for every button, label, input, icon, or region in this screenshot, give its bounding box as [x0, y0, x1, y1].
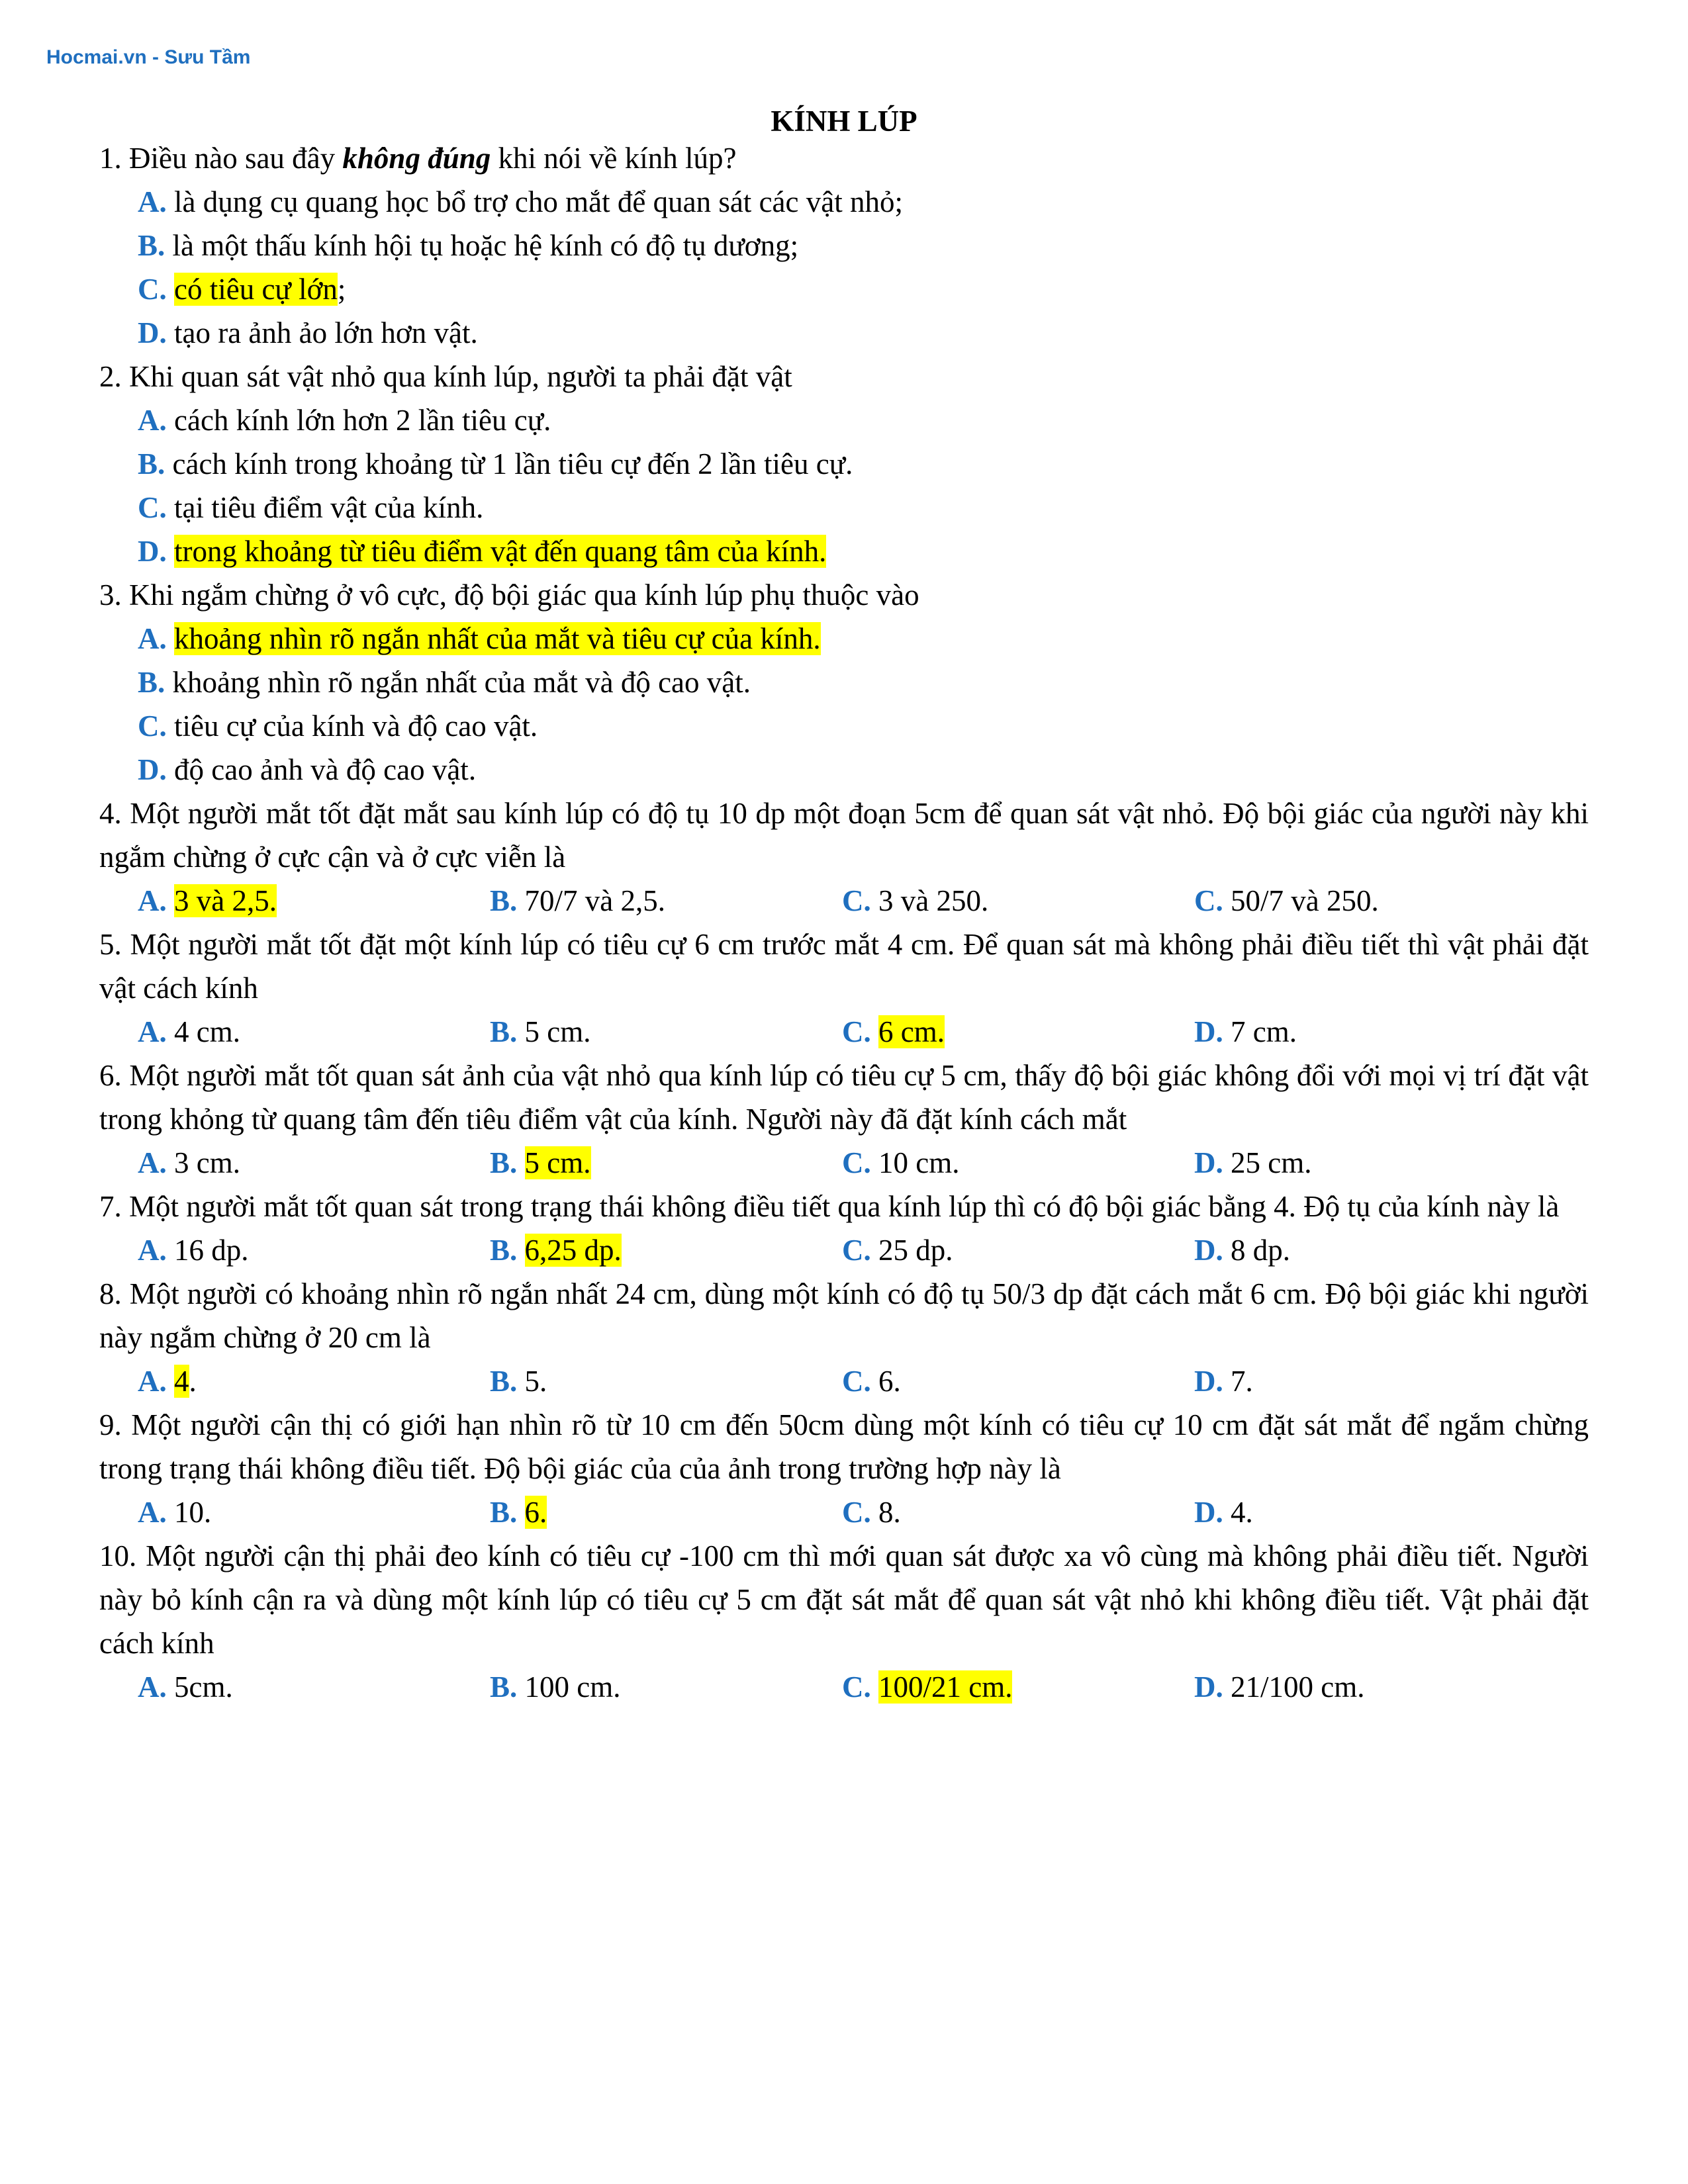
option-letter: B.: [138, 229, 165, 262]
question-5-option-c[interactable]: [842, 1010, 1194, 1054]
question-8: 8. Một người có khoảng nhìn rõ ngắn nhất 24 cm, dùng một kính có độ tụ 50/3 dp đặt cách mắt 6 cm. Độ bội giác khi người này ngắm chừng ở 20 cm là: [99, 1277, 1589, 1354]
option-letter: C.: [842, 1365, 871, 1398]
option-letter: B.: [490, 1496, 518, 1529]
question-9-option-c[interactable]: [842, 1490, 1194, 1534]
question-8-option-d[interactable]: [1194, 1359, 1546, 1403]
question-10-option-b[interactable]: [490, 1665, 842, 1709]
option-text: tạo ra ảnh ảo lớn hơn vật.: [174, 316, 478, 349]
question-6-options: [99, 1141, 1589, 1185]
option-text: 3 cm.: [174, 1146, 240, 1179]
option-text: cách kính trong khoảng từ 1 lần tiêu cự đến 2 lần tiêu cự.: [172, 447, 853, 480]
option-letter: A.: [138, 884, 167, 917]
option-letter: D.: [138, 753, 167, 786]
option-letter: D.: [1194, 1015, 1223, 1048]
option-letter: A.: [138, 185, 167, 218]
question-1-option-c[interactable]: [99, 267, 1589, 311]
option-letter: B.: [490, 1234, 518, 1267]
highlighted-answer: 6,25 dp.: [524, 1234, 622, 1267]
option-text: là dụng cụ quang học bổ trợ cho mắt để quan sát các vật nhỏ;: [174, 185, 903, 218]
option-letter: A.: [138, 1015, 167, 1048]
question-2-option-a[interactable]: [99, 398, 1589, 442]
option-text: 10 cm.: [878, 1146, 960, 1179]
option-text: cách kính lớn hơn 2 lần tiêu cự.: [174, 404, 551, 437]
question-3-option-d[interactable]: [99, 748, 1589, 792]
option-text: 10.: [174, 1496, 212, 1529]
option-text: 7 cm.: [1231, 1015, 1297, 1048]
question-9: 9. Một người cận thị có giới hạn nhìn rõ từ 10 cm đến 50cm dùng một kính có tiêu cự 10 cm đặt sát mắt để ngắm chừng trong trạng thái không điều tiết. Độ bội giác của của ảnh trong trường hợp này là: [99, 1408, 1589, 1485]
option-text: 16 dp.: [174, 1234, 249, 1267]
question-5-options: [99, 1010, 1589, 1054]
option-text: là một thấu kính hội tụ hoặc hệ kính có độ tụ dương;: [172, 229, 799, 262]
question-1: [99, 136, 1589, 180]
question-1-option-d[interactable]: [99, 311, 1589, 355]
question-2-option-c[interactable]: [99, 486, 1589, 529]
option-text: 3 và 250.: [878, 884, 989, 917]
option-letter: A.: [138, 404, 167, 437]
option-letter: B.: [490, 1146, 518, 1179]
question-3-option-c[interactable]: [99, 704, 1589, 748]
option-text: khoảng nhìn rõ ngắn nhất của mắt và độ cao vật.: [172, 666, 751, 699]
question-6: 6. Một người mắt tốt quan sát ảnh của vật nhỏ qua kính lúp có tiêu cự 5 cm, thấy độ bội giác không đổi với mọi vị trí đặt vật trong khỏng từ quang tâm đến tiêu điểm vật của kính. Người này đã đặt kính cách mắt: [99, 1059, 1589, 1136]
question-4-options: [99, 879, 1589, 923]
option-letter: B.: [490, 884, 518, 917]
highlighted-answer: 4: [174, 1365, 189, 1398]
highlighted-answer: khoảng nhìn rõ ngắn nhất của mắt và tiêu cự của kính.: [174, 622, 821, 655]
question-10-option-a[interactable]: [138, 1665, 490, 1709]
option-text: tại tiêu điểm vật của kính.: [174, 491, 484, 524]
question-1-text-start: 1. Điều nào sau đây: [99, 142, 343, 175]
option-letter: C.: [138, 491, 167, 524]
option-text: 25 cm.: [1231, 1146, 1312, 1179]
question-10-option-d[interactable]: [1194, 1665, 1546, 1709]
option-text: 5cm.: [174, 1670, 233, 1704]
option-letter: C.: [842, 1146, 871, 1179]
option-letter: C.: [1194, 884, 1223, 917]
option-text: 8.: [878, 1496, 901, 1529]
question-4-option-d[interactable]: [1194, 879, 1546, 923]
option-letter: C.: [842, 1496, 871, 1529]
question-10-options: [99, 1665, 1589, 1709]
option-letter: D.: [1194, 1670, 1223, 1704]
question-10: 10. Một người cận thị phải đeo kính có tiêu cự -100 cm thì mới quan sát được xa vô cùng mà không phải điều tiết. Người này bỏ kính cận ra và dùng một kính lúp có tiêu cự 5 cm đặt sát mắt để quan sát vật nhỏ khi không điều tiết. Vật phải đặt cách kính: [99, 1539, 1589, 1660]
question-5: 5. Một người mắt tốt đặt một kính lúp có tiêu cự 6 cm trước mắt 4 cm. Để quan sát mà không phải điều tiết thì vật phải đặt vật cách kính: [99, 928, 1589, 1005]
option-letter: A.: [138, 1365, 167, 1398]
option-letter: B.: [138, 447, 165, 480]
option-text: 4.: [1231, 1496, 1253, 1529]
question-3-option-a[interactable]: [99, 617, 1589, 660]
question-1-option-a[interactable]: [99, 180, 1589, 224]
question-8-options: [99, 1359, 1589, 1403]
question-4-option-c[interactable]: [842, 879, 1194, 923]
question-7-option-d[interactable]: [1194, 1228, 1546, 1272]
option-letter: C.: [842, 1670, 871, 1704]
option-text: 25 dp.: [878, 1234, 953, 1267]
highlighted-answer: 6 cm.: [878, 1015, 945, 1048]
option-letter: C.: [842, 1015, 871, 1048]
highlighted-answer: 100/21 cm.: [878, 1670, 1013, 1704]
question-list: [99, 136, 1589, 1709]
option-letter: A.: [138, 622, 167, 655]
question-8-option-b[interactable]: [490, 1359, 842, 1403]
option-letter: A.: [138, 1670, 167, 1704]
question-2-option-d[interactable]: [99, 529, 1589, 573]
highlighted-answer: 6.: [524, 1496, 547, 1529]
highlighted-answer: 5 cm.: [524, 1146, 591, 1179]
option-letter: B.: [490, 1015, 518, 1048]
highlighted-answer: 3 và 2,5.: [174, 884, 277, 917]
option-text: 21/100 cm.: [1231, 1670, 1365, 1704]
option-letter: B.: [490, 1365, 518, 1398]
source-header: Hocmai.vn - Sưu Tầm: [46, 46, 251, 68]
question-7: 7. Một người mắt tốt quan sát trong trạng thái không điều tiết qua kính lúp thì có độ bội giác bằng 4. Độ tụ của kính này là: [99, 1190, 1560, 1223]
option-letter: A.: [138, 1496, 167, 1529]
question-6-option-b[interactable]: [490, 1141, 842, 1185]
option-text: 5.: [524, 1365, 547, 1398]
question-6-option-a[interactable]: [138, 1141, 490, 1185]
option-text: 70/7 và 2,5.: [524, 884, 665, 917]
question-1-text-end: khi nói về kính lúp?: [491, 142, 737, 175]
question-9-option-b[interactable]: [490, 1490, 842, 1534]
option-text: tiêu cự của kính và độ cao vật.: [174, 709, 538, 743]
option-letter: D.: [1194, 1146, 1223, 1179]
option-text-suffix: .: [189, 1365, 197, 1398]
option-letter: C.: [842, 1234, 871, 1267]
question-4: 4. Một người mắt tốt đặt mắt sau kính lúp có độ tụ 10 dp một đoạn 5cm để quan sát vật nhỏ. Độ bội giác của người này khi ngắm chừng ở cực cận và ở cực viễn là: [99, 797, 1589, 874]
highlighted-answer: trong khoảng từ tiêu điểm vật đến quang tâm của kính.: [174, 535, 827, 568]
question-5-option-a[interactable]: [138, 1010, 490, 1054]
question-6-option-c[interactable]: [842, 1141, 1194, 1185]
option-text: 6.: [878, 1365, 901, 1398]
question-7-options: [99, 1228, 1589, 1272]
question-3-option-b[interactable]: [99, 660, 1589, 704]
question-2-option-b[interactable]: [99, 442, 1589, 486]
option-letter: D.: [1194, 1365, 1223, 1398]
question-9-option-a[interactable]: [138, 1490, 490, 1534]
option-letter: D.: [1194, 1234, 1223, 1267]
option-text: 50/7 và 250.: [1231, 884, 1379, 917]
option-letter: A.: [138, 1234, 167, 1267]
question-6-option-d[interactable]: [1194, 1141, 1546, 1185]
question-2: 2. Khi quan sát vật nhỏ qua kính lúp, người ta phải đặt vật: [99, 360, 792, 393]
question-10-option-c[interactable]: [842, 1665, 1194, 1709]
question-9-option-d[interactable]: [1194, 1490, 1546, 1534]
highlighted-answer: có tiêu cự lớn: [174, 273, 338, 306]
option-text: 4 cm.: [174, 1015, 240, 1048]
option-letter: B.: [138, 666, 165, 699]
option-letter: D.: [1194, 1496, 1223, 1529]
question-8-option-a[interactable]: [138, 1359, 490, 1403]
question-4-option-b[interactable]: [490, 879, 842, 923]
option-text: độ cao ảnh và độ cao vật.: [174, 753, 477, 786]
question-9-options: [99, 1490, 1589, 1534]
question-7-option-a[interactable]: [138, 1228, 490, 1272]
option-text: 7.: [1231, 1365, 1253, 1398]
option-text: 100 cm.: [524, 1670, 621, 1704]
question-3: 3. Khi ngắm chừng ở vô cực, độ bội giác qua kính lúp phụ thuộc vào: [99, 578, 919, 612]
question-1-option-b[interactable]: [99, 224, 1589, 267]
option-letter: B.: [490, 1670, 518, 1704]
option-text: 5 cm.: [524, 1015, 591, 1048]
question-7-option-c[interactable]: [842, 1228, 1194, 1272]
option-letter: C.: [138, 709, 167, 743]
question-5-option-b[interactable]: [490, 1010, 842, 1054]
option-letter: D.: [138, 535, 167, 568]
question-1-emphasis: không đúng: [342, 142, 491, 175]
option-text: 8 dp.: [1231, 1234, 1290, 1267]
option-letter: D.: [138, 316, 167, 349]
question-5-option-d[interactable]: [1194, 1010, 1546, 1054]
option-text-suffix: ;: [337, 273, 346, 306]
option-letter: C.: [842, 884, 871, 917]
question-7-option-b[interactable]: [490, 1228, 842, 1272]
option-letter: A.: [138, 1146, 167, 1179]
page-title: KÍNH LÚP: [771, 105, 917, 138]
question-4-option-a[interactable]: [138, 879, 490, 923]
option-letter: C.: [138, 273, 167, 306]
question-8-option-c[interactable]: [842, 1359, 1194, 1403]
